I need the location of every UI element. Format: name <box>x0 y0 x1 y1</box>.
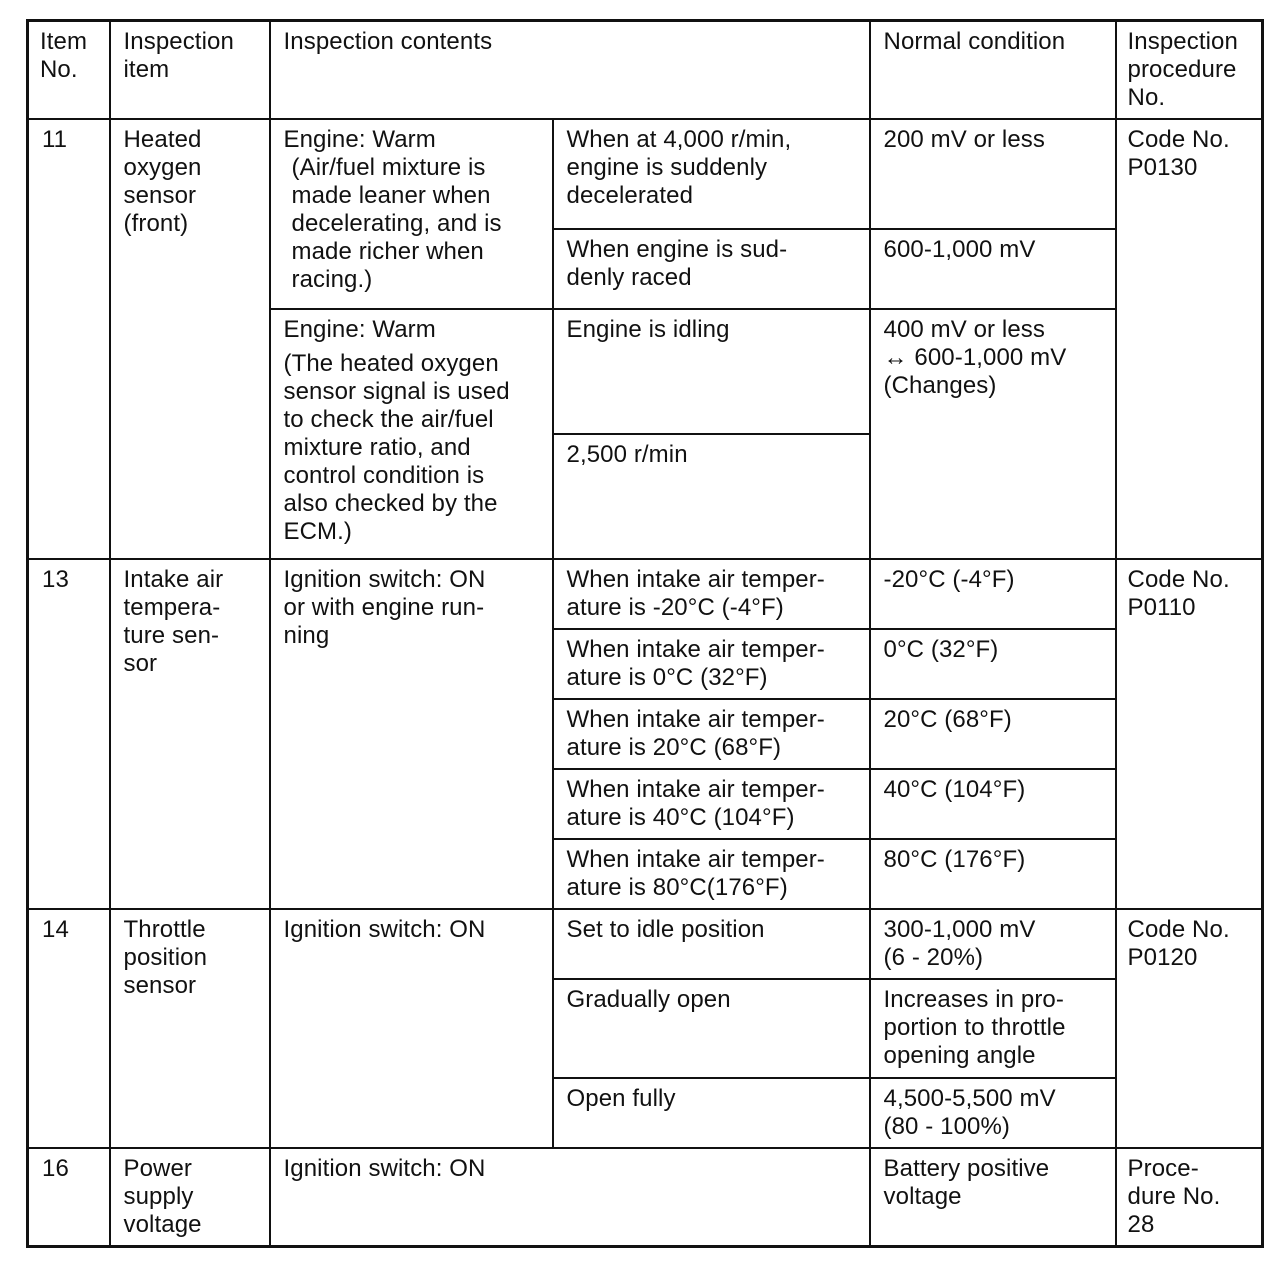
inspection-condition: Ignition switch: ON <box>270 909 553 1148</box>
procedure-number: Code No. P0110 <box>1116 559 1263 909</box>
header-inspection-item: Inspection item <box>110 21 270 120</box>
inspection-subcondition: When intake air temper- ature is 40°C (104°F) <box>553 769 870 839</box>
header-procedure-no: Inspection procedure No. <box>1116 21 1263 120</box>
table-row <box>28 119 1263 229</box>
inspection-subcondition: Open fully <box>553 1078 870 1148</box>
header-item-no: Item No. <box>28 21 110 120</box>
condition-note: (Air/fuel mixture is made leaner when decelerating, and is made richer when racing.) <box>291 154 502 293</box>
inspection-table <box>26 19 1264 1248</box>
inspection-subcondition: When at 4,000 r/min, engine is suddenly decelerated <box>553 119 870 229</box>
condition-title: Engine: Warm <box>283 316 436 343</box>
item-number: 11 <box>28 119 110 559</box>
procedure-number: Code No. P0120 <box>1116 909 1263 1148</box>
inspection-subcondition: When engine is sud- denly raced <box>553 229 870 309</box>
table-row <box>28 909 1263 979</box>
inspection-subcondition: When intake air temper- ature is 80°C(176°F) <box>553 839 870 909</box>
normal-condition: 20°C (68°F) <box>870 699 1116 769</box>
inspection-item: Intake air tempera- ture sen- sor <box>110 559 270 909</box>
item-number: 14 <box>28 909 110 1148</box>
normal-condition: 4,500-5,500 mV (80 - 100%) <box>870 1078 1116 1148</box>
normal-condition: 600-1,000 mV <box>870 229 1116 309</box>
table-row <box>28 1148 1263 1247</box>
normal-condition: 300-1,000 mV (6 - 20%) <box>870 909 1116 979</box>
inspection-condition <box>270 119 553 309</box>
procedure-number: Proce- dure No. 28 <box>1116 1148 1263 1247</box>
normal-condition: 80°C (176°F) <box>870 839 1116 909</box>
normal-condition: 0°C (32°F) <box>870 629 1116 699</box>
inspection-subcondition: Gradually open <box>553 979 870 1078</box>
inspection-subcondition: When intake air temper- ature is 0°C (32°F) <box>553 629 870 699</box>
header-inspection-contents: Inspection contents <box>270 21 870 120</box>
condition-title: Engine: Warm <box>283 126 436 153</box>
table-row <box>28 559 1263 629</box>
normal-condition: 40°C (104°F) <box>870 769 1116 839</box>
inspection-subcondition: Set to idle position <box>553 909 870 979</box>
normal-condition: Increases in pro- portion to throttle opening angle <box>870 979 1116 1078</box>
procedure-number: Code No. P0130 <box>1116 119 1263 559</box>
inspection-condition: Ignition switch: ON or with engine run- ning <box>270 559 553 909</box>
header-normal-condition: Normal condition <box>870 21 1116 120</box>
inspection-subcondition: When intake air temper- ature is 20°C (68°F) <box>553 699 870 769</box>
inspection-subcondition: Engine is idling <box>553 309 870 434</box>
condition-note: (The heated oxygen sensor signal is used to check the air/fuel mixture ratio, and control condition is also checked by the ECM.) <box>283 350 510 545</box>
normal-condition: Battery positive voltage <box>870 1148 1116 1247</box>
normal-condition: 200 mV or less <box>870 119 1116 229</box>
inspection-item: Throttle position sensor <box>110 909 270 1148</box>
inspection-item: Power supply voltage <box>110 1148 270 1247</box>
normal-condition: -20°C (-4°F) <box>870 559 1116 629</box>
inspection-subcondition: When intake air temper- ature is -20°C (-4°F) <box>553 559 870 629</box>
inspection-subcondition: 2,500 r/min <box>553 434 870 559</box>
inspection-item: Heated oxygen sensor (front) <box>110 119 270 559</box>
item-number: 16 <box>28 1148 110 1247</box>
item-number: 13 <box>28 559 110 909</box>
normal-condition: 400 mV or less ↔ 600-1,000 mV (Changes) <box>870 309 1116 559</box>
inspection-condition: Ignition switch: ON <box>270 1148 870 1247</box>
inspection-condition <box>270 309 553 559</box>
header-row <box>28 21 1263 120</box>
